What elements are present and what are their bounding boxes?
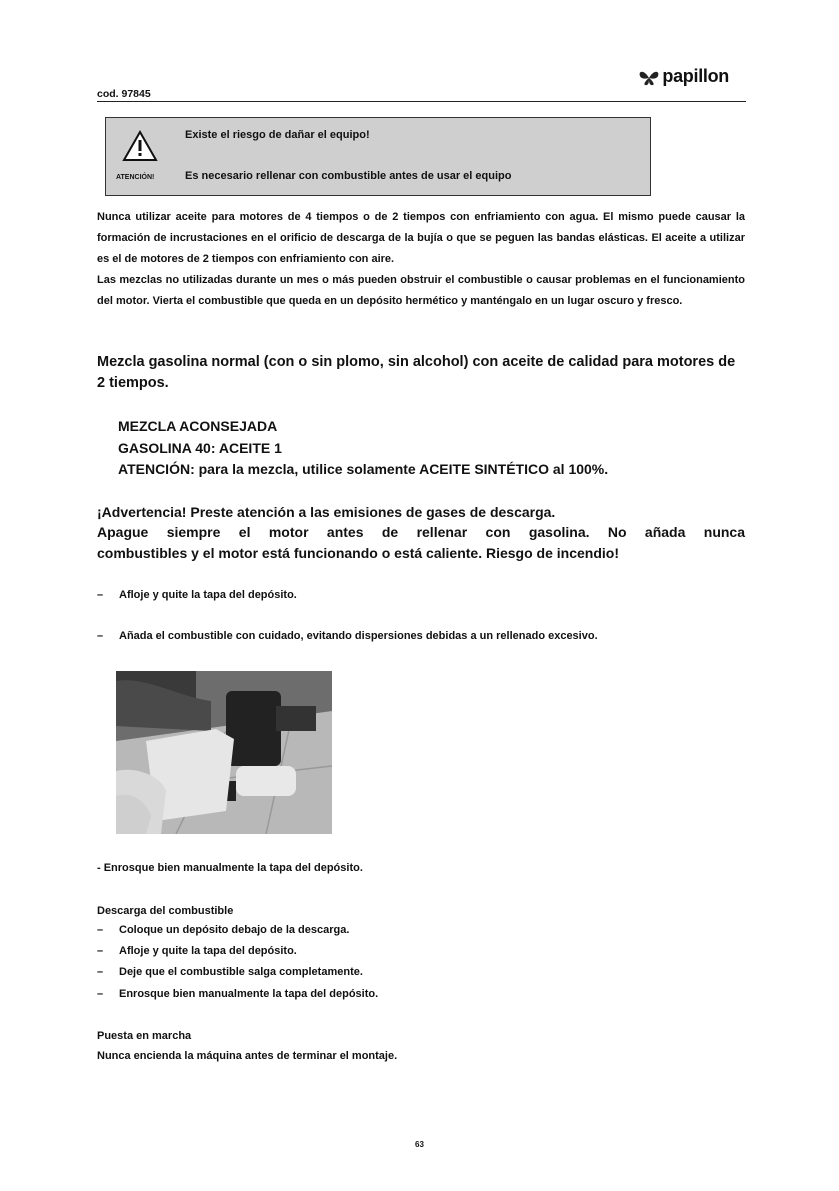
list-dash: – bbox=[97, 924, 104, 936]
list-item-text: Deje que el combustible salga completamente. bbox=[119, 966, 363, 978]
list-item bbox=[97, 630, 598, 642]
mix-heading: Mezcla gasolina normal (con o sin plomo, sin alcohol) con aceite de calidad para motores de 2 tiempos. bbox=[97, 354, 736, 391]
list-item-text: Coloque un depósito debajo de la descarga. bbox=[119, 924, 350, 936]
list-item bbox=[97, 966, 363, 978]
list-item-text: Afloje y quite la tapa del depósito. bbox=[119, 945, 297, 957]
list-dash: – bbox=[97, 988, 104, 1000]
page-number: 63 bbox=[415, 1140, 424, 1149]
list-item bbox=[97, 988, 378, 1000]
refuelling-photo bbox=[116, 671, 332, 834]
list-dash: – bbox=[97, 945, 104, 957]
start-heading: Puesta en marcha bbox=[97, 1030, 192, 1042]
list-dash: – bbox=[97, 589, 104, 601]
brand-logo bbox=[638, 66, 729, 87]
recommended-mix-ratio: GASOLINA 40: ACEITE 1 bbox=[118, 440, 282, 456]
butterfly-logo-icon bbox=[638, 69, 660, 87]
list-item bbox=[97, 924, 349, 936]
recommended-mix-note: ATENCIÓN: para la mezcla, utilice solamente ACEITE SINTÉTICO al 100%. bbox=[118, 461, 609, 477]
list-item bbox=[97, 589, 297, 601]
oil-paragraph: Nunca utilizar aceite para motores de 4 tiempos o de 2 tiempos con enfriamiento con agua. El mismo puede causar la formación de incrustaciones en el orificio de descarga de la bujía o que se peguen las bandas elásticas. El aceite a utilizar es el de motores de 2 tiempos con enfriamiento con aire. bbox=[97, 211, 745, 265]
fire-warning-line1: Apague siempre el motor antes de rellenar con gasolina. No añada nunca bbox=[97, 524, 745, 540]
list-item bbox=[97, 945, 297, 957]
list-dash: – bbox=[97, 966, 104, 978]
warning-title: Existe el riesgo de dañar el equipo! bbox=[185, 129, 370, 141]
warning-text: Es necesario rellenar con combustible antes de usar el equipo bbox=[185, 170, 512, 182]
warning-triangle-icon bbox=[122, 130, 158, 162]
list-item-text: Enrosque bien manualmente la tapa del depósito. bbox=[119, 988, 379, 1000]
brand-name: papillon bbox=[662, 66, 729, 86]
screw-cap-instruction: - Enrosque bien manualmente la tapa del depósito. bbox=[97, 862, 363, 874]
warning-atencion-label: ATENCIÓN! bbox=[116, 174, 155, 181]
storage-paragraph: Las mezclas no utilizadas durante un mes o más pueden obstruir el combustible o causar problemas en el funcionamiento del motor. Vierta el combustible que queda en un depósito hermético y manténgalo en un lugar oscuro y fresco. bbox=[97, 274, 745, 307]
list-item-text: Añada el combustible con cuidado, evitando dispersiones debidas a un rellenado excesivo. bbox=[119, 630, 598, 642]
list-item-text: Afloje y quite la tapa del depósito. bbox=[119, 589, 297, 601]
start-text: Nunca encienda la máquina antes de terminar el montaje. bbox=[97, 1050, 398, 1062]
warning-box bbox=[105, 117, 651, 196]
recommended-mix-title: MEZCLA ACONSEJADA bbox=[118, 418, 278, 434]
emission-warning: ¡Advertencia! Preste atención a las emisiones de gases de descarga. bbox=[97, 504, 556, 520]
list-dash: – bbox=[97, 630, 104, 642]
fire-warning-line2: combustibles y el motor está funcionando o está caliente. Riesgo de incendio! bbox=[97, 545, 619, 561]
document-code: cod. 97845 bbox=[97, 88, 151, 100]
header-rule bbox=[97, 101, 746, 102]
discharge-heading: Descarga del combustible bbox=[97, 905, 234, 917]
